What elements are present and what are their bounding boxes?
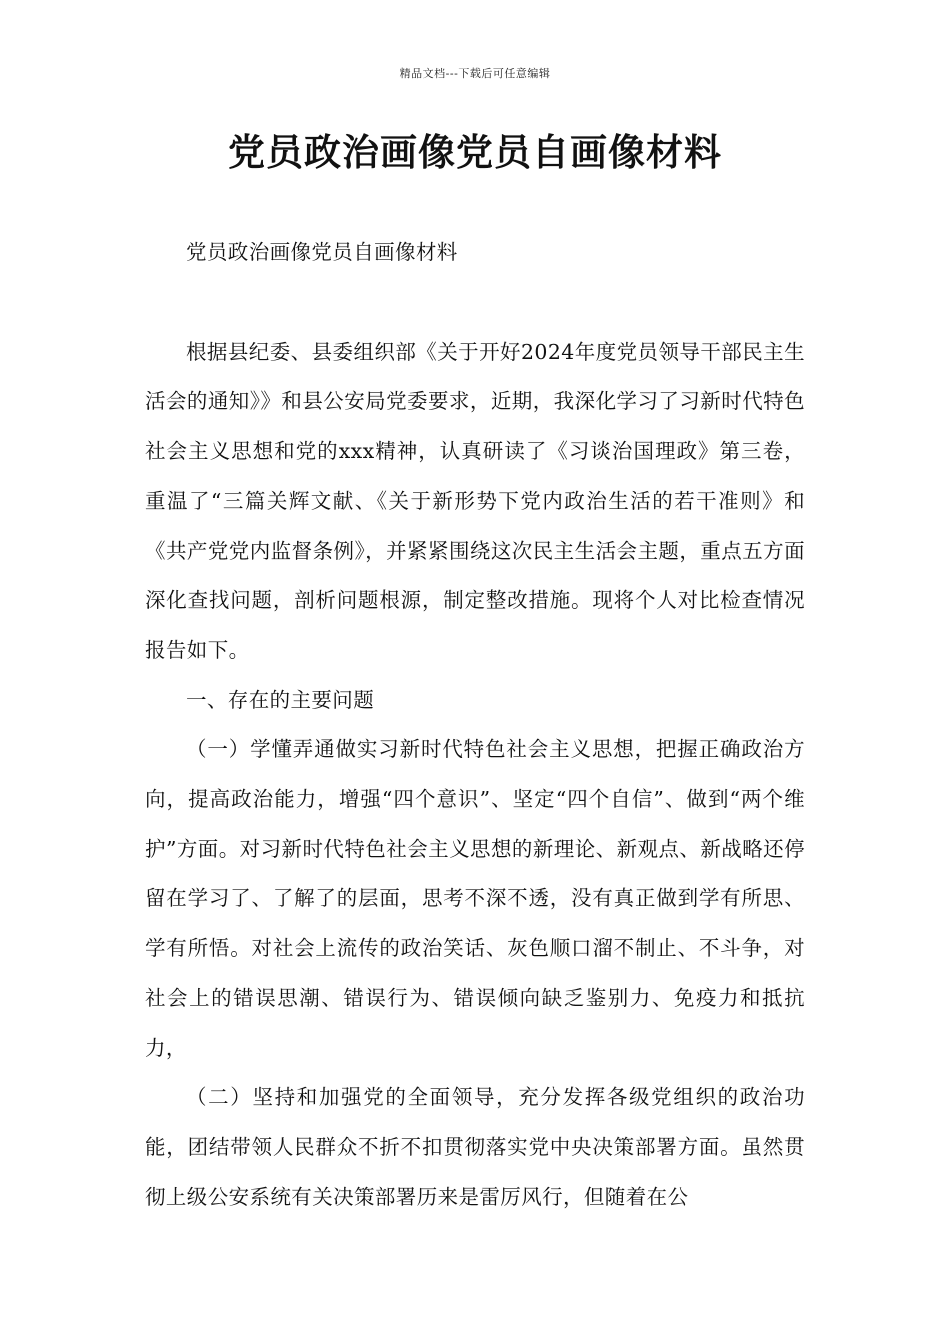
issue-paragraph-1: （一）学懂弄通做实习新时代特色社会主义思想，把握正确政治方向，提高政治能力，增强“四个意识”、坚定“四个自信”、做到“两个维护”方面。对习新时代特色社会主义思想的新理论、新观点、新战略还停留在学习了、了解了的层面，思考不深不透，没有真正做到学有所思、学有所悟。对社会上流传的政治笑话、灰色顺口溜不制止、不斗争，对社会上的错误思潮、错误行为、错误倾向缺乏鉴别力、免疫力和抵抗力， [145,737,805,1060]
issue-paragraph-2: （二）坚持和加强党的全面领导，充分发挥各级党组织的政治功能，团结带领人民群众不折不扣贯彻落实党中央决策部署方面。虽然贯彻上级公安系统有关决策部署历来是雷厉风行，但随着在公 [145,1085,805,1209]
header-note: 精品文档---下载后可任意编辑 [399,67,551,80]
intro-paragraph: 根据县纪委、县委组织部《关于开好2024年度党员领导干部民主生活会的通知》》和县公安局党委要求，近期，我深化学习了习新时代特色社会主义思想和党的xxx精神，认真研读了《习谈治国理政》第三卷，重温了“三篇关辉文献、《关于新形势下党内政治生活的若干准则》和《共产党党内监督条例》，并紧紧围绕这次民主生活会主题，重点五方面深化查找问题，剖析问题根源，制定整改措施。现将个人对比检查情况报告如下。 [145,339,805,662]
document-body [145,228,805,1222]
subtitle-paragraph: 党员政治画像党员自画像材料 [186,240,458,264]
section-heading: 一、存在的主要问题 [186,687,375,712]
document-title: 党员政治画像党员自画像材料 [228,131,722,174]
